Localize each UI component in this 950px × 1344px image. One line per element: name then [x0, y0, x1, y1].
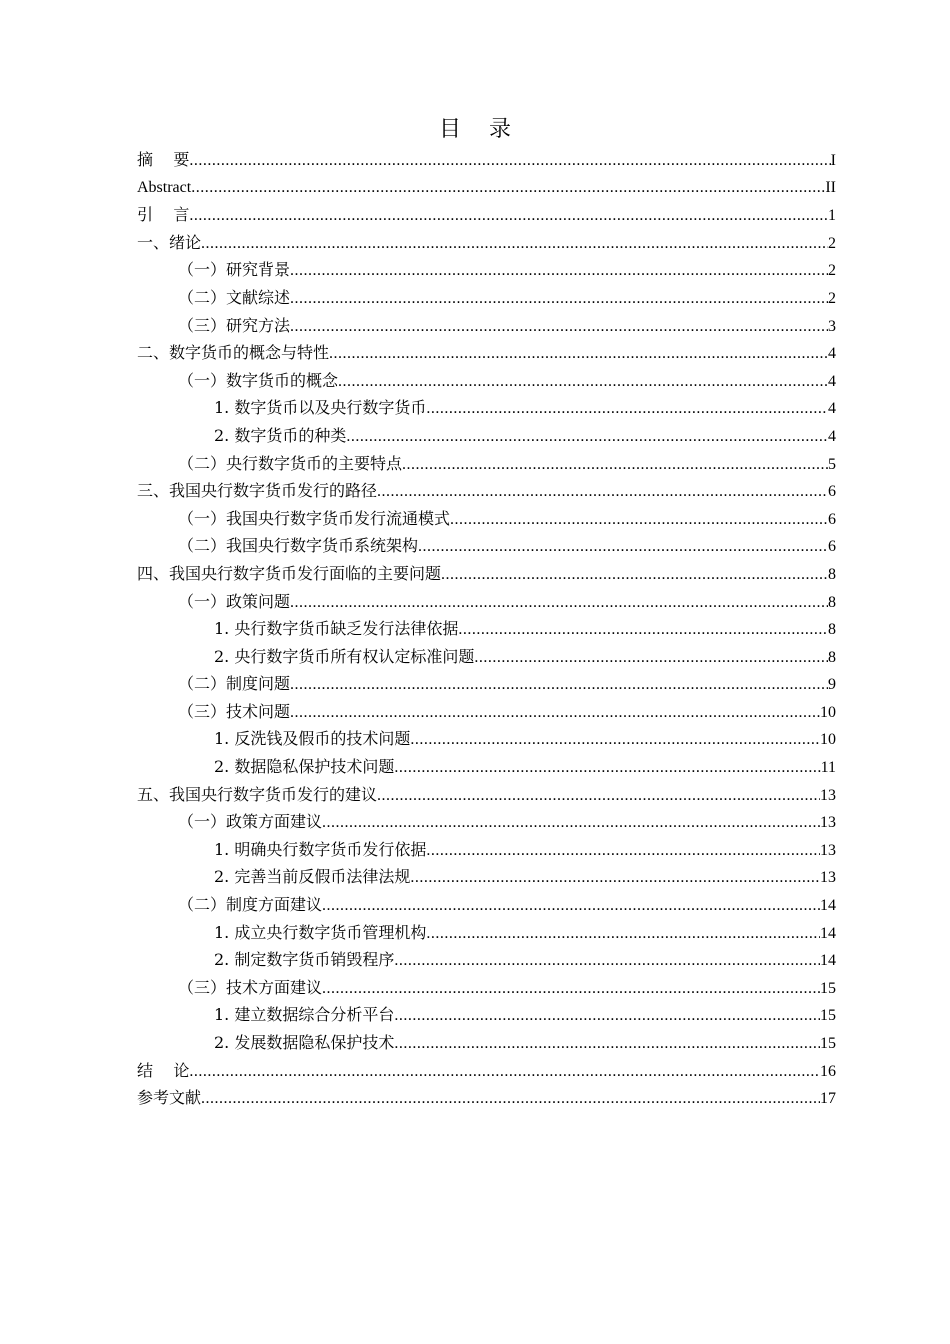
toc-entry-section-1-2[interactable] — [137, 284, 836, 312]
toc-entry-label: 1. 明确央行数字货币发行依据 — [214, 839, 427, 859]
toc-entry-label: Abstract — [137, 178, 192, 196]
toc-entry-section-4-3[interactable] — [137, 698, 836, 726]
toc-page-number: 10 — [820, 731, 836, 749]
toc-page-number: 5 — [828, 455, 836, 473]
toc-page-number: 15 — [820, 979, 836, 997]
toc-entry-label: （一）数字货币的概念 — [178, 370, 339, 390]
toc-entry-section-5-1[interactable] — [137, 808, 836, 836]
toc-entry-subsection-4-3-2[interactable] — [137, 753, 836, 781]
toc-entry-subsection-4-1-2[interactable] — [137, 643, 836, 671]
toc-entry-label: （三）技术问题 — [178, 701, 291, 721]
toc-dot-leader — [394, 947, 820, 975]
toc-page-number: 8 — [828, 593, 836, 611]
toc-entry-label: （一）政策方面建议 — [178, 812, 323, 832]
toc-page-number: 6 — [828, 510, 836, 528]
toc-page-number: 14 — [820, 924, 836, 942]
toc-page-number: 2 — [828, 289, 836, 307]
toc-dot-leader — [426, 395, 828, 423]
toc-page-number: 13 — [820, 814, 836, 832]
toc-page-number: 4 — [828, 345, 836, 363]
toc-entry-label: 2. 完善当前反假币法律法规 — [214, 867, 411, 887]
toc-entry-section-2-2[interactable] — [137, 450, 836, 478]
toc-entry-section-4-2[interactable] — [137, 670, 836, 698]
toc-entry-label: 1. 建立数据综合分析平台 — [214, 1005, 395, 1025]
toc-entry-label: （二）文献综述 — [178, 287, 291, 307]
toc-entry-label: 参考文献 — [137, 1088, 202, 1108]
toc-dot-leader — [426, 837, 820, 865]
toc-entry-subsection-2-1-2[interactable] — [137, 422, 836, 450]
toc-dot-leader — [426, 920, 820, 948]
toc-entry-section-3-1[interactable] — [137, 505, 836, 533]
toc-page-number: 2 — [828, 234, 836, 252]
toc-entry-chapter-5[interactable] — [137, 781, 836, 809]
toc-dot-leader — [322, 809, 820, 837]
toc-page-number: 10 — [820, 703, 836, 721]
toc-page-number: 4 — [828, 372, 836, 390]
toc-entry-section-4-1[interactable] — [137, 588, 836, 616]
toc-entry-label: （一）我国央行数字货币发行流通模式 — [178, 508, 451, 528]
toc-dot-leader — [346, 423, 828, 451]
toc-dot-leader — [329, 340, 828, 368]
toc-page-number: II — [825, 178, 836, 196]
toc-dot-leader — [474, 644, 828, 672]
toc-page-number: 13 — [820, 869, 836, 887]
toc-entry-label: 2. 数字货币的种类 — [214, 425, 347, 445]
toc-dot-leader — [394, 754, 820, 782]
toc-entry-label: 2. 数据隐私保护技术问题 — [214, 757, 395, 777]
toc-entry-label: 一、绪论 — [137, 232, 202, 252]
toc-entry-label: （一）研究背景 — [178, 260, 291, 280]
toc-page-number: 4 — [828, 427, 836, 445]
toc-entry-section-5-2[interactable] — [137, 891, 836, 919]
toc-page-number: 3 — [828, 317, 836, 335]
toc-dot-leader — [322, 975, 820, 1003]
toc-entry-label: 三、我国央行数字货币发行的路径 — [137, 481, 378, 501]
toc-page-number: I — [830, 152, 836, 169]
toc-page-number: 8 — [828, 565, 836, 583]
toc-entry-label: 摘 要 — [137, 150, 190, 169]
toc-entry-subsection-4-1-1[interactable] — [137, 615, 836, 643]
toc-entry-label: 1. 反洗钱及假币的技术问题 — [214, 729, 411, 749]
toc-dot-leader — [338, 368, 828, 396]
toc-page-number: 15 — [820, 1007, 836, 1025]
toc-entry-label: 结 论 — [137, 1060, 190, 1080]
toc-entry-section-5-3[interactable] — [137, 974, 836, 1002]
table-of-contents — [137, 146, 836, 1112]
toc-dot-leader — [189, 147, 830, 175]
toc-entry-label: 五、我国央行数字货币发行的建议 — [137, 784, 378, 804]
toc-page-number: 1 — [828, 207, 836, 225]
toc-title: 目 录 — [439, 117, 511, 142]
toc-entry-subsection-5-3-1[interactable] — [137, 1001, 836, 1029]
toc-page-number: 14 — [820, 897, 836, 915]
toc-dot-leader — [394, 1030, 820, 1058]
toc-dot-leader — [290, 257, 828, 285]
toc-dot-leader — [189, 202, 828, 230]
toc-dot-leader — [410, 726, 820, 754]
toc-dot-leader — [418, 533, 828, 561]
toc-dot-leader — [450, 506, 828, 534]
toc-entry-label: 1. 数字货币以及央行数字货币 — [214, 398, 427, 418]
toc-dot-leader — [290, 285, 828, 313]
toc-entry-subsection-5-3-2[interactable] — [137, 1029, 836, 1057]
toc-page-number: 9 — [828, 676, 836, 694]
toc-dot-leader — [377, 782, 820, 810]
toc-entry-chapter-4[interactable] — [137, 560, 836, 588]
toc-entry-chapter-1[interactable] — [137, 229, 836, 257]
toc-entry-section-3-2[interactable] — [137, 532, 836, 560]
toc-dot-leader — [290, 699, 820, 727]
toc-entry-subsection-2-1-1[interactable] — [137, 394, 836, 422]
toc-dot-leader — [191, 174, 825, 202]
toc-dot-leader — [377, 478, 828, 506]
toc-dot-leader — [402, 451, 828, 479]
toc-entry-label: 2. 发展数据隐私保护技术 — [214, 1033, 395, 1052]
toc-dot-leader — [322, 892, 820, 920]
toc-page-number: 8 — [828, 648, 836, 666]
toc-entry-label: 引 言 — [137, 205, 190, 225]
toc-page-number: 17 — [820, 1090, 836, 1108]
toc-entry-introduction[interactable] — [137, 201, 836, 229]
toc-dot-leader — [458, 616, 828, 644]
toc-entry-subsection-4-3-1[interactable] — [137, 725, 836, 753]
toc-entry-section-1-1[interactable] — [137, 256, 836, 284]
toc-page-number: 6 — [828, 483, 836, 501]
toc-entry-label: 2. 央行数字货币所有权认定标准问题 — [214, 646, 475, 666]
toc-entry-references[interactable] — [137, 1084, 836, 1112]
toc-entry-subsection-5-2-1[interactable] — [137, 919, 836, 947]
toc-dot-leader — [290, 671, 828, 699]
toc-entry-abstract-en[interactable] — [137, 174, 836, 202]
toc-entry-label: （三）技术方面建议 — [178, 977, 323, 997]
toc-entry-chapter-3[interactable] — [137, 477, 836, 505]
toc-entry-label: 四、我国央行数字货币发行面临的主要问题 — [137, 563, 442, 583]
toc-page-number: 11 — [820, 759, 836, 777]
toc-dot-leader — [290, 313, 828, 341]
toc-page-number: 8 — [828, 621, 836, 639]
toc-page-number: 13 — [820, 786, 836, 804]
toc-entry-label: （一）政策问题 — [178, 591, 291, 611]
toc-entry-label: 1. 央行数字货币缺乏发行法律依据 — [214, 619, 459, 639]
toc-entry-label: （二）央行数字货币的主要特点 — [178, 453, 403, 473]
toc-page-number: 6 — [828, 538, 836, 556]
toc-page-number: 2 — [828, 262, 836, 280]
toc-dot-leader — [201, 230, 828, 258]
toc-dot-leader — [290, 589, 828, 617]
toc-entry-subsection-5-1-2[interactable] — [137, 863, 836, 891]
toc-entry-label: （二）我国央行数字货币系统架构 — [178, 536, 419, 556]
toc-entry-subsection-5-2-2[interactable] — [137, 946, 836, 974]
toc-page-number: 13 — [820, 841, 836, 859]
toc-entry-conclusion[interactable] — [137, 1057, 836, 1085]
toc-entry-label: 1. 成立央行数字货币管理机构 — [214, 922, 427, 942]
toc-entry-label: 2. 制定数字货币销毁程序 — [214, 950, 395, 970]
toc-page-number: 15 — [820, 1035, 836, 1052]
toc-entry-section-1-3[interactable] — [137, 312, 836, 340]
toc-entry-label: （二）制度方面建议 — [178, 895, 323, 915]
toc-dot-leader — [201, 1085, 820, 1113]
toc-entry-label: （二）制度问题 — [178, 674, 291, 694]
toc-entry-abstract-cn[interactable] — [137, 146, 836, 174]
toc-page-number: 16 — [820, 1062, 836, 1080]
toc-page-number: 4 — [828, 400, 836, 418]
toc-dot-leader — [441, 561, 828, 589]
toc-page-number: 14 — [820, 952, 836, 970]
toc-dot-leader — [189, 1058, 820, 1086]
toc-entry-subsection-5-1-1[interactable] — [137, 836, 836, 864]
toc-entry-label: 二、数字货币的概念与特性 — [137, 343, 330, 363]
toc-entry-section-2-1[interactable] — [137, 367, 836, 395]
toc-entry-label: （三）研究方法 — [178, 315, 291, 335]
toc-dot-leader — [410, 864, 820, 892]
toc-entry-chapter-2[interactable] — [137, 339, 836, 367]
toc-dot-leader — [394, 1002, 820, 1030]
